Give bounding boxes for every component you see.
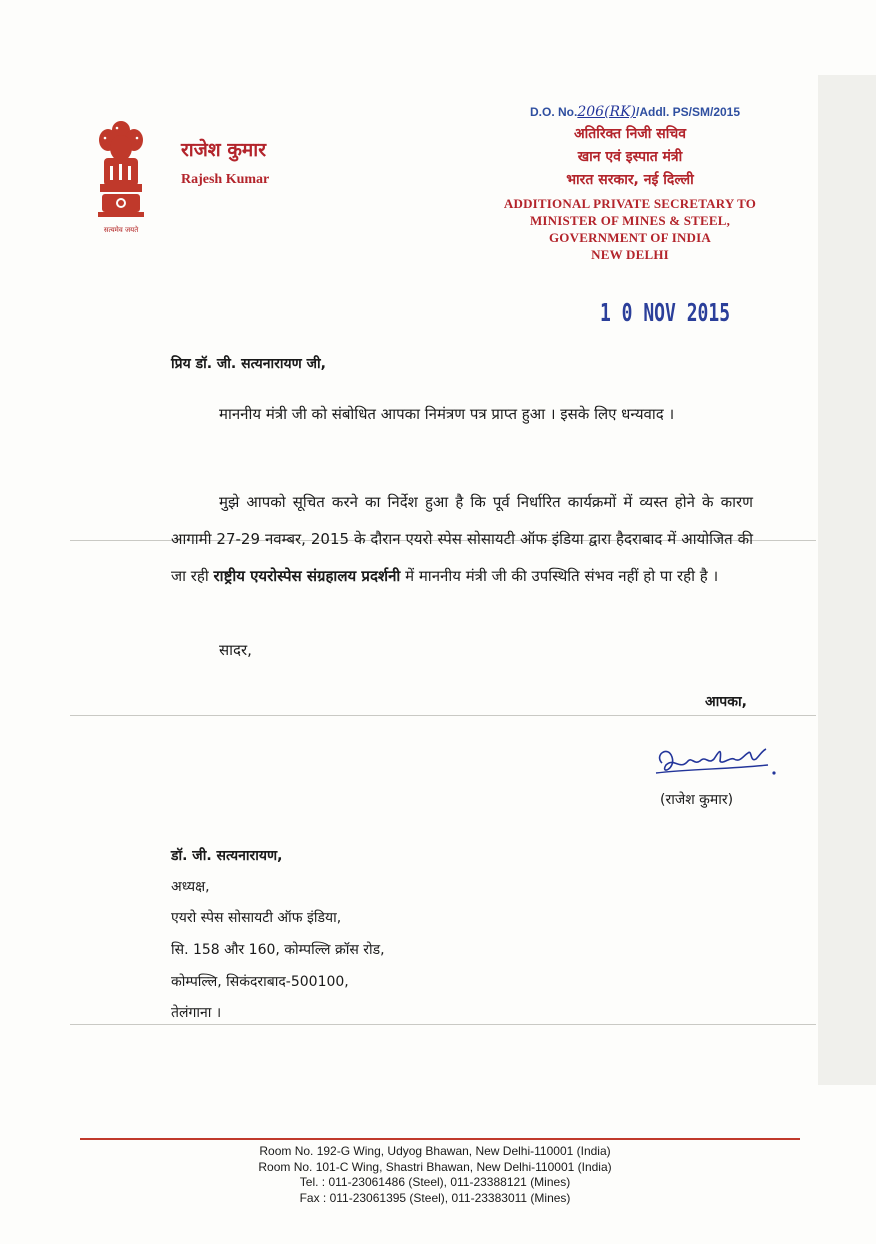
fold-line bbox=[70, 1024, 816, 1025]
footer-line: Room No. 101-C Wing, Shastri Bhawan, New Delhi-110001 (India) bbox=[258, 1159, 612, 1174]
designation-english-line: NEW DELHI bbox=[591, 247, 669, 262]
recipient-line: सि. 158 और 160, कोम्पल्लि क्रॉस रोड, bbox=[171, 942, 385, 958]
paragraph-2-bold: राष्ट्रीय एयरोस्पेस संग्रहालय प्रदर्शनी bbox=[213, 567, 401, 585]
designation-english-line: ADDITIONAL PRIVATE SECRETARY TO bbox=[503, 196, 757, 211]
emblem-motto: सत्यमेव जयते bbox=[103, 226, 139, 234]
do-handwritten-number: 206(RK) bbox=[577, 104, 636, 120]
recipient-line: कोम्पल्लि, सिकंदराबाद-500100, bbox=[171, 974, 349, 990]
designation-hindi-line: भारत सरकार, नई दिल्ली bbox=[566, 172, 694, 188]
paper-edge bbox=[818, 75, 876, 1085]
paragraph-2 bbox=[171, 484, 753, 595]
footer-line: Fax : 011-23061395 (Steel), 011-23383011 (Mines) bbox=[299, 1190, 571, 1205]
paragraph-2-start: मुझे आपको सूचित करने का निर्देश हुआ है कि पूर्व निर्धारित कार्यक्रमों में व्यस्त होने के कारण आगामी 27-29 नवम्बर, 2015 के दौरान एयरो स्पेस सोसायटी ऑफ इंडिया द्वारा हैदराबाद में आयोजित की जा रही bbox=[171, 493, 753, 585]
footer-line: Room No. 192-G Wing, Udyog Bhawan, New Delhi-110001 (India) bbox=[259, 1144, 611, 1158]
do-suffix: /Addl. PS/SM/2015 bbox=[636, 105, 741, 119]
designation-hindi-line: खान एवं इस्पात मंत्री bbox=[577, 149, 683, 165]
recipient-line: अध्यक्ष, bbox=[171, 879, 210, 895]
do-prefix: D.O. No. bbox=[530, 105, 578, 119]
date-stamp: 1 0 NOV 2015 bbox=[600, 298, 731, 327]
national-emblem-icon bbox=[92, 118, 150, 236]
do-number bbox=[530, 104, 740, 120]
designation-english-line: MINISTER OF MINES & STEEL, bbox=[529, 213, 731, 228]
paragraph-2-end: में माननीय मंत्री जी की उपस्थिति संभव नहीं हो पा रही है । bbox=[400, 567, 719, 585]
salutation: प्रिय डॉ. जी. सत्यनारायण जी, bbox=[171, 356, 326, 372]
recipient-line: डॉ. जी. सत्यनारायण, bbox=[171, 848, 283, 864]
paragraph-1-text: माननीय मंत्री जी को संबोधित आपका निमंत्रण पत्र प्राप्त हुआ । इसके लिए धन्यवाद । bbox=[219, 405, 675, 423]
yours-faithfully: आपका, bbox=[705, 694, 747, 710]
footer-divider bbox=[80, 1138, 800, 1140]
signatory-name: (राजेश कुमार) bbox=[660, 792, 734, 808]
paragraph-1 bbox=[171, 396, 753, 433]
recipient-line: तेलंगाना । bbox=[171, 1005, 222, 1021]
recipient-line: एयरो स्पेस सोसायटी ऑफ इंडिया, bbox=[171, 910, 342, 926]
closing: सादर, bbox=[219, 641, 252, 659]
signature-icon bbox=[650, 735, 780, 785]
designation-english-line: GOVERNMENT OF INDIA bbox=[549, 230, 711, 245]
sender-name-english: Rajesh Kumar bbox=[181, 172, 270, 187]
sender-name-hindi: राजेश कुमार bbox=[181, 139, 266, 161]
footer-line: Tel. : 011-23061486 (Steel), 011-23388121 (Mines) bbox=[299, 1175, 571, 1189]
fold-line bbox=[70, 715, 816, 716]
designation-hindi-line: अतिरिक्त निजी सचिव bbox=[573, 126, 687, 142]
